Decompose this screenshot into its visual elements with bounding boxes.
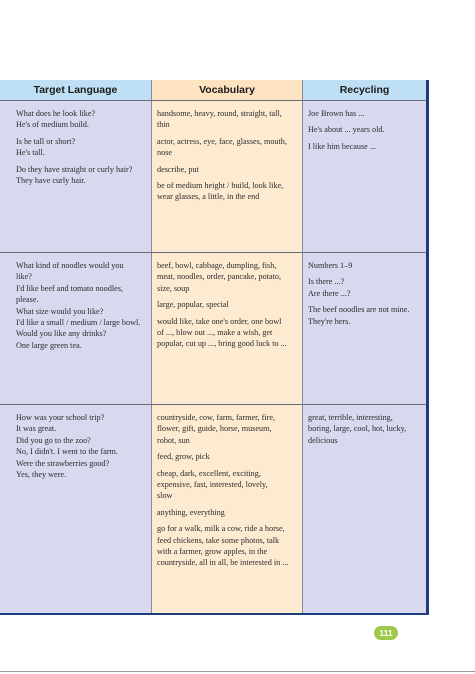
cell-line: cheap, dark, excellent, exciting, [157, 468, 261, 478]
cell-line: They have curly hair. [16, 176, 86, 186]
cell-line: Were the strawberries good? [16, 458, 110, 468]
cell-line: Yes, they were. [16, 470, 67, 480]
cell-line: Is he tall or short? [16, 136, 76, 146]
cell-line: would like, take one's order, one bowl [157, 316, 282, 326]
cell-line: Do they have straight or curly hair? [16, 164, 133, 174]
cell-line: boring, large, cool, hot, lucky, [308, 424, 407, 434]
cell-line: Would you like any drinks? [16, 329, 107, 339]
cell-line: actor, actress, eye, face, glasses, mouth, [157, 136, 287, 146]
cell-line: robot, sun [157, 435, 190, 445]
cell-line: Did you go to the zoo? [16, 435, 91, 445]
cell-line: He's tall. [16, 148, 45, 158]
cell-line: Is there ...? [308, 277, 345, 287]
row-3-recycling [308, 412, 424, 446]
cell-line: countryside, cow, farm, farmer, fire, [157, 413, 276, 422]
row-3-vocabulary [157, 412, 299, 569]
page-bottom-rule [0, 671, 475, 672]
cell-line: What kind of noodles would you [16, 261, 124, 270]
cell-line: with a farmer, grow apples, in the [157, 547, 268, 557]
row-2-target-language [16, 260, 149, 351]
cell-line: size, soup [157, 283, 190, 293]
row-1-target-language [16, 108, 149, 186]
cell-line: Are there ...? [308, 288, 351, 298]
row-3-target-language [16, 412, 149, 480]
cell-line: How was your school trip? [16, 413, 105, 422]
cell-line: meat, noodles, order, pancake, potato, [157, 272, 282, 282]
cell-line: I'd like a small / medium / large bowl. [16, 318, 141, 328]
cell-line: They're hers. [308, 316, 351, 326]
cell-line: handsome, heavy, round, straight, tall, [157, 109, 282, 118]
cell-line: feed chickens, take some photos, talk [157, 535, 280, 545]
cell-line: countryside, all in all, be interested in ... [157, 558, 289, 568]
cell-line: flower, gift, guide, horse, museum, [157, 424, 272, 434]
recycling-column [303, 80, 426, 613]
cell-line: large, popular, special [157, 300, 229, 310]
cell-line: wear glasses, a little, in the end [157, 192, 260, 202]
row-2-recycling [308, 260, 424, 327]
cell-line: go for a walk, milk a cow, ride a horse, [157, 524, 285, 534]
cell-line: Joe Brown has ... [308, 109, 365, 118]
cell-line: What does he look like? [16, 109, 96, 118]
row-divider [0, 404, 426, 405]
cell-line: No, I didn't. I went to the farm. [16, 447, 118, 457]
cell-line: great, terrible, interesting, [308, 413, 393, 422]
cell-line: I like him because ... [308, 141, 376, 151]
cell-line: please. [16, 295, 39, 305]
cell-line: thin [157, 120, 170, 130]
cell-line: slow [157, 491, 173, 501]
cell-line: feed, grow, pick [157, 452, 210, 462]
cell-line: describe, put [157, 164, 199, 174]
cell-line: Numbers 1–9 [308, 261, 353, 270]
cell-line: I'd like beef and tomato noodles, [16, 283, 123, 293]
cell-line: delicious [308, 435, 338, 445]
cell-line: The beef noodles are not mine. [308, 305, 410, 315]
page-number-badge: 111 [374, 626, 398, 640]
cell-line: He's about ... years old. [308, 125, 385, 135]
cell-line: anything, everything [157, 507, 225, 517]
header-divider [0, 100, 426, 101]
header-target-language: Target Language [0, 80, 151, 100]
cell-line: of ..., blow out ..., make a wish, get [157, 328, 273, 338]
table-right-border [426, 80, 429, 615]
column-divider [302, 80, 303, 613]
header-vocabulary: Vocabulary [152, 80, 302, 100]
cell-line: It was great. [16, 424, 57, 434]
column-divider [151, 80, 152, 613]
cell-line: expensive, fast, interested, lovely, [157, 480, 268, 490]
cell-line: One large green tea. [16, 340, 82, 350]
cell-line: popular, cut up ..., bring good luck to ... [157, 339, 287, 349]
cell-line: He's of medium build. [16, 120, 89, 130]
row-2-vocabulary [157, 260, 299, 350]
row-1-vocabulary [157, 108, 299, 203]
cell-line: nose [157, 148, 173, 158]
header-recycling: Recycling [303, 80, 426, 100]
cell-line: beef, bowl, cabbage, dumpling, fish, [157, 261, 277, 270]
row-1-recycling [308, 108, 424, 152]
cell-line: What size would you like? [16, 306, 104, 316]
cell-line: like? [16, 272, 32, 282]
row-divider [0, 252, 426, 253]
cell-line: be of medium height / build, look like, [157, 181, 284, 191]
